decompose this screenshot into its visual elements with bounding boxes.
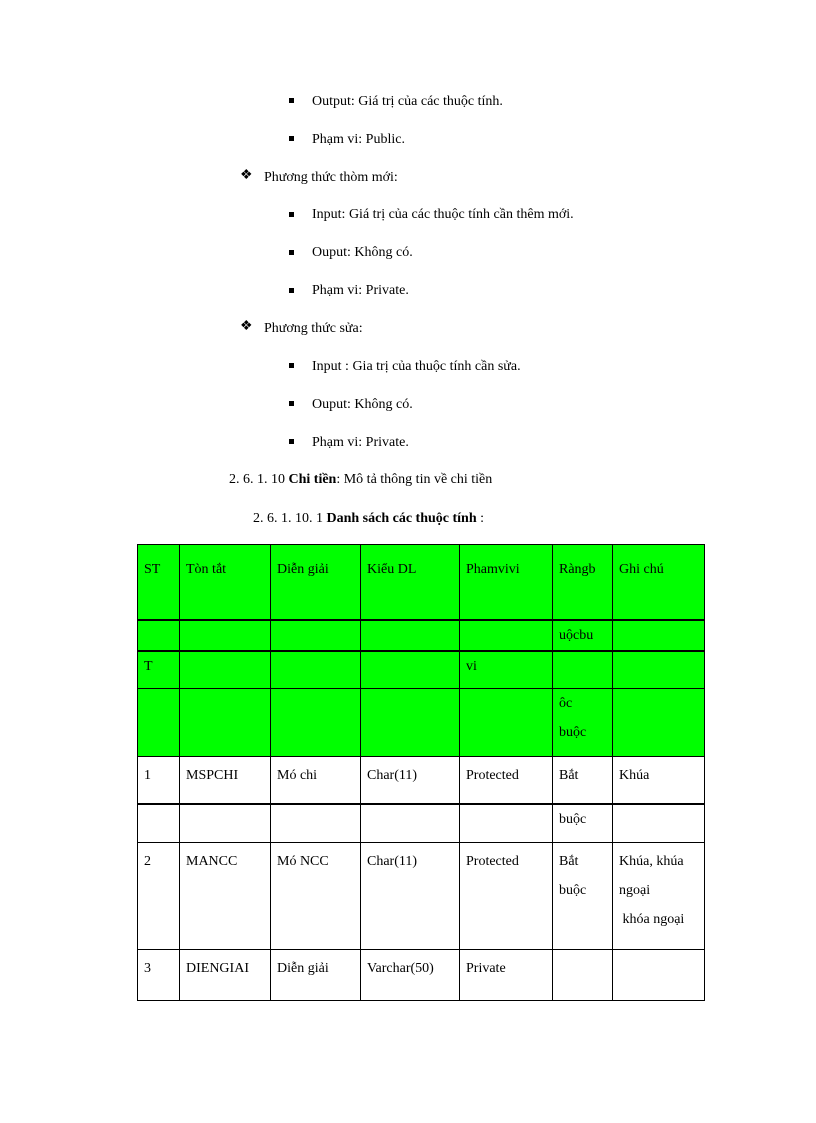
header-cell: ST [138, 545, 180, 620]
table-cell: Khúa [613, 757, 705, 804]
diamond-bullet-icon: ❖ [240, 168, 253, 183]
header-cell [460, 689, 553, 757]
table-cell [271, 804, 361, 843]
header-cell: T [138, 651, 180, 689]
subsection-heading [253, 510, 484, 528]
table-cell: Diễn giải [271, 950, 361, 1001]
subsection-tail: : [476, 511, 485, 526]
section-title: Chi tiền [288, 472, 337, 487]
method-add-heading: Phương thức thòm mới: [264, 170, 398, 185]
table-cell: buộc [553, 804, 613, 843]
section-description: : Mô tả thông tin về chi tiền [336, 472, 493, 487]
table-cell: DIENGIAI [180, 950, 271, 1001]
table-cell: 2 [138, 843, 180, 950]
table-cell: Char(11) [361, 757, 460, 804]
table-cell: Char(11) [361, 843, 460, 950]
square-bullet-icon [289, 212, 294, 217]
table-row [138, 757, 705, 804]
table-cell [613, 950, 705, 1001]
section-number: 2. 6. 1. 10 [229, 472, 289, 487]
square-bullet-icon [289, 288, 294, 293]
scope-line: Phạm vi: Public. [312, 132, 405, 147]
header-cell [361, 651, 460, 689]
table-header-row [138, 545, 705, 620]
header-cell: uộcbu [553, 620, 613, 651]
table-cell: Mó NCC [271, 843, 361, 950]
header-cell: Ràngb [553, 545, 613, 620]
square-bullet-icon [289, 401, 294, 406]
method-edit-heading: Phương thức sửa: [264, 321, 363, 336]
header-cell [180, 620, 271, 651]
header-cell [271, 651, 361, 689]
header-cell [138, 620, 180, 651]
header-cell: Ghi chú [613, 545, 705, 620]
table-cell: Khúa, khúa ngoại khóa ngoại [613, 843, 705, 950]
output-line: Ouput: Không có. [312, 245, 413, 260]
header-cell: vi [460, 651, 553, 689]
header-cell [460, 620, 553, 651]
table-cell: MANCC [180, 843, 271, 950]
square-bullet-icon [289, 136, 294, 141]
table-cell [553, 950, 613, 1001]
scope-line: Phạm vi: Private. [312, 283, 409, 298]
subsection-title: Danh sách các thuộc tính [326, 511, 477, 526]
table-header-row [138, 651, 705, 689]
table-cell: 1 [138, 757, 180, 804]
header-cell [613, 689, 705, 757]
table-cell [613, 804, 705, 843]
header-cell [271, 620, 361, 651]
diamond-bullet-icon: ❖ [240, 319, 253, 334]
table-cell: Bắt buộc [553, 843, 613, 950]
table-cell [361, 804, 460, 843]
scope-line: Phạm vi: Private. [312, 435, 409, 450]
table-cell: Varchar(50) [361, 950, 460, 1001]
table-header-row [138, 689, 705, 757]
table-cell: Protected [460, 843, 553, 950]
input-line: Input : Gia trị của thuộc tính cần sửa. [312, 359, 521, 374]
output-line: Output: Giá trị của các thuộc tính. [312, 94, 503, 109]
header-cell: Phamvivi [460, 545, 553, 620]
header-cell: Diễn giải [271, 545, 361, 620]
header-cell [271, 689, 361, 757]
square-bullet-icon [289, 250, 294, 255]
table-cell [460, 804, 553, 843]
table-header-row [138, 620, 705, 651]
header-cell [613, 620, 705, 651]
section-heading [229, 471, 492, 489]
table-row [138, 950, 705, 1001]
square-bullet-icon [289, 98, 294, 103]
table-row [138, 804, 705, 843]
header-cell [613, 651, 705, 689]
table-row [138, 843, 705, 950]
header-cell [361, 689, 460, 757]
table-cell: 3 [138, 950, 180, 1001]
table-cell: MSPCHI [180, 757, 271, 804]
table-cell: Private [460, 950, 553, 1001]
subsection-number: 2. 6. 1. 10. 1 [253, 511, 327, 526]
table-cell: Protected [460, 757, 553, 804]
table-cell: Bắt [553, 757, 613, 804]
table-cell [138, 804, 180, 843]
output-line: Ouput: Không có. [312, 397, 413, 412]
header-cell [180, 651, 271, 689]
header-cell [180, 689, 271, 757]
header-cell [361, 620, 460, 651]
header-cell [553, 651, 613, 689]
header-cell [138, 689, 180, 757]
header-cell: ôc buộc [553, 689, 613, 757]
header-cell: Tòn tắt [180, 545, 271, 620]
table-cell: Mó chi [271, 757, 361, 804]
square-bullet-icon [289, 439, 294, 444]
input-line: Input: Giá trị của các thuộc tính cần thêm mới. [312, 207, 574, 222]
attribute-table [137, 544, 705, 1001]
square-bullet-icon [289, 363, 294, 368]
table-cell [180, 804, 271, 843]
header-cell: Kiểu DL [361, 545, 460, 620]
